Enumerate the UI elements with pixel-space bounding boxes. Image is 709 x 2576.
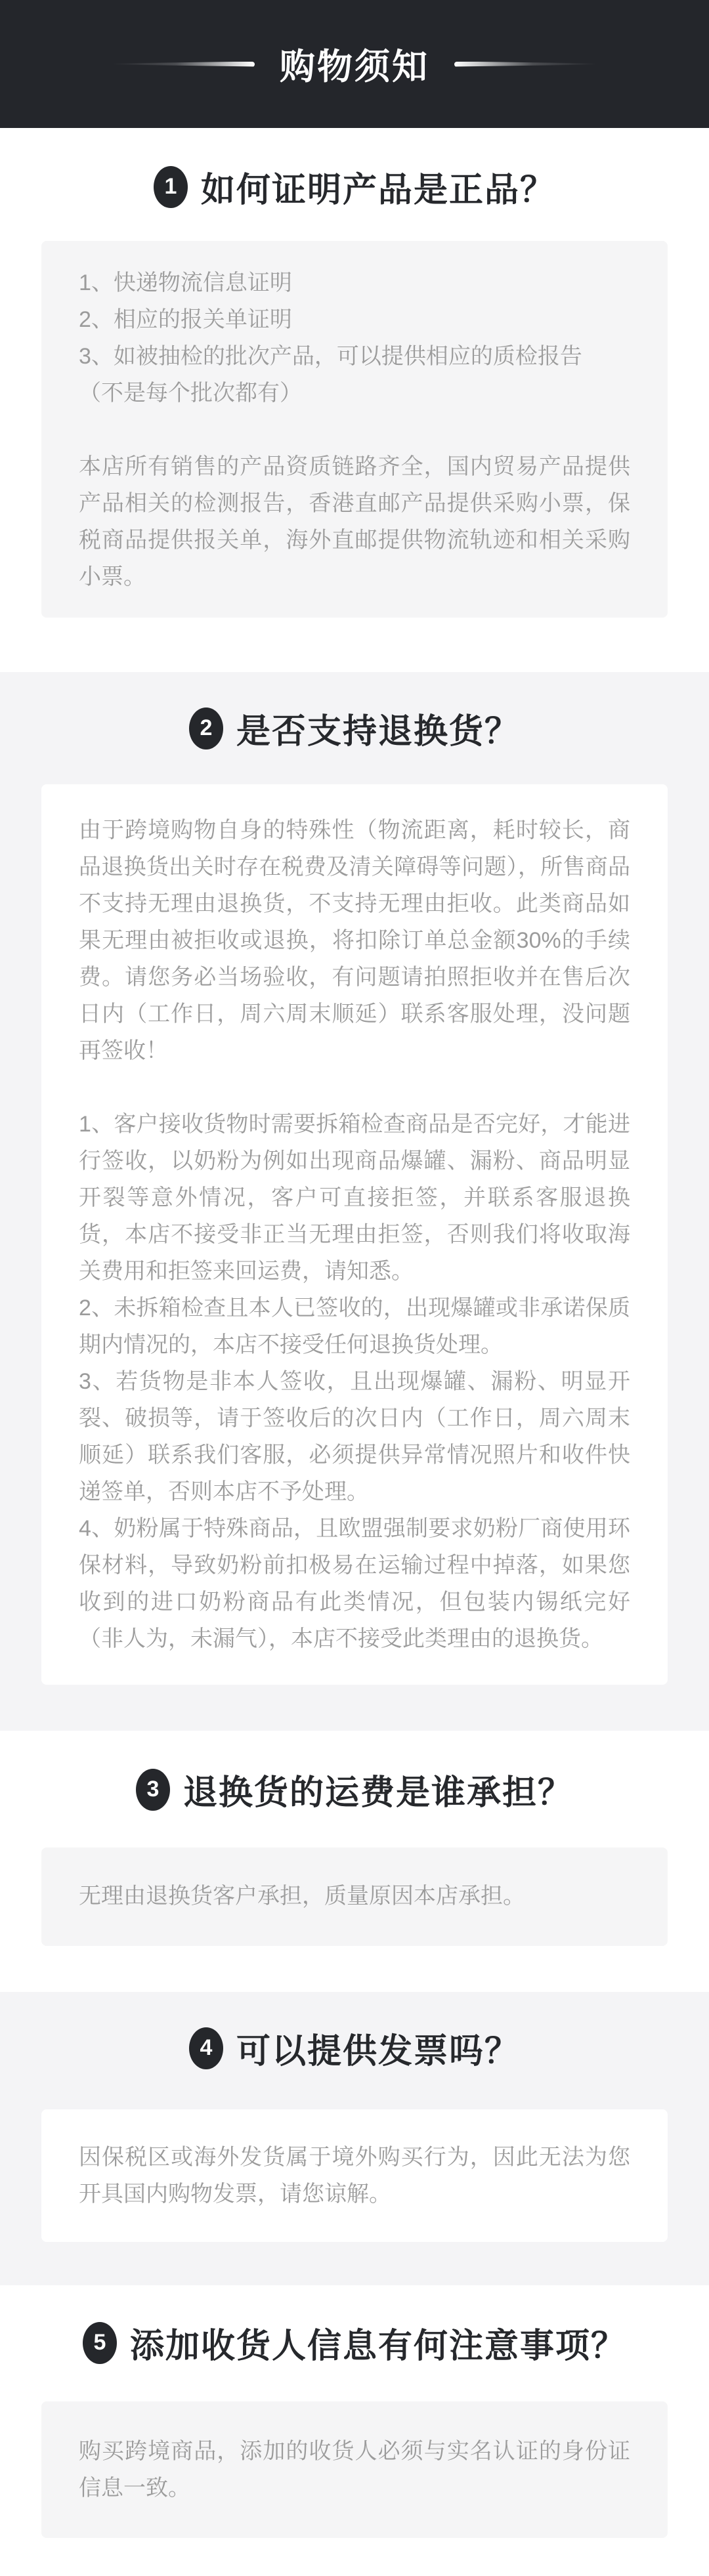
paragraph-text: 由于跨境购物自身的特殊性（物流距离，耗时较长，商品退换货出关时存在税费及清关障碍等问题），所售商品不支持无理由退换货，不支持无理由拒收。此类商品如果无理由被拒收或退换，将扣除订单总金额30%的手续费。请您务必当场验收，有问题请拍照拒收并在售后次日内（工作日，周六周末顺延）联系客服处理，没问题再签收！	[79, 818, 630, 1063]
section-heading	[0, 1765, 709, 1814]
paragraph-text: 2、相应的报关单证明	[79, 307, 292, 332]
section-authenticity-proof	[0, 128, 709, 672]
paragraph-text: 1、快递物流信息证明	[79, 270, 292, 295]
section-number: 2	[200, 715, 213, 740]
header-banner	[0, 0, 709, 128]
section-invoice	[0, 1992, 709, 2285]
section-heading	[0, 704, 709, 753]
section-title: 退换货的运费是谁承担？	[183, 1774, 573, 1812]
number-badge-icon	[189, 2027, 223, 2069]
paragraph-text: 因保税区或海外发货属于境外购买行为，因此无法为您开具国内购物发票，请您谅解。	[79, 2145, 630, 2206]
content-box	[41, 241, 668, 618]
number-badge-icon	[189, 707, 223, 750]
section-title: 如何证明产品是正品？	[200, 171, 555, 209]
paragraph-text: 无理由退换货客户承担，质量原因本店承担。	[79, 1884, 525, 1909]
page-title: 购物须知	[280, 47, 429, 87]
content-box	[41, 784, 668, 1685]
section-heading	[0, 2318, 709, 2367]
section-return-policy	[0, 672, 709, 1731]
number-badge-icon	[154, 166, 188, 208]
section-title: 是否支持退换货？	[236, 713, 520, 751]
decorative-line-left-icon	[112, 62, 255, 67]
section-heading	[0, 2023, 709, 2073]
decorative-line-right-icon	[454, 62, 597, 67]
section-number: 4	[200, 2035, 213, 2060]
section-number: 5	[93, 2330, 106, 2355]
paragraph-text: 本店所有销售的产品资质链路齐全，国内贸易产品提供产品相关的检测报告，香港直邮产品提供采购小票，保税商品提供报关单，海外直邮提供物流轨迹和相关采购小票。	[79, 454, 630, 589]
paragraph-text: 4、奶粉属于特殊商品，且欧盟强制要求奶粉厂商使用环保材料，导致奶粉前扣极易在运输过程中掉落，如果您收到的进口奶粉商品有此类情况，但包装内锡纸完好（非人为，未漏气），本店不接受此类理由的退换货。	[79, 1516, 630, 1651]
paragraph-spacer	[79, 1069, 630, 1106]
section-title: 添加收货人信息有何注意事项？	[129, 2327, 626, 2365]
paragraph-text: 3、若货物是非本人签收，且出现爆罐、漏粉、明显开裂、破损等，请于签收后的次日内（工作日，周六周末顺延）联系我们客服，必须提供异常情况照片和收件快递签单，否则本店不予处理。	[79, 1369, 630, 1504]
section-return-shipping-fee	[0, 1731, 709, 1992]
section-number: 3	[146, 1777, 160, 1802]
content-box	[41, 2109, 668, 2242]
section-number: 1	[164, 174, 177, 199]
section-recipient-info	[0, 2285, 709, 2576]
section-heading	[0, 162, 709, 211]
paragraph-text: 3、如被抽检的批次产品，可以提供相应的质检报告	[79, 344, 582, 369]
paragraph-text: 购买跨境商品，添加的收货人必须与实名认证的身份证信息一致。	[79, 2439, 630, 2501]
section-title: 可以提供发票吗？	[236, 2033, 520, 2071]
content-box	[41, 2401, 668, 2538]
content-box	[41, 1848, 668, 1946]
paragraph-spacer	[79, 412, 630, 448]
number-badge-icon	[136, 1769, 170, 1811]
paragraph-text: 1、客户接收货物时需要拆箱检查商品是否完好，才能进行签收，以奶粉为例如出现商品爆罐、漏粉、商品明显开裂等意外情况，客户可直接拒签，并联系客服退换货，本店不接受非正当无理由拒签，否则我们将收取海关费用和拒签来回运费，请知悉。	[79, 1112, 630, 1284]
paragraph-text: 2、未拆箱检查且本人已签收的，出现爆罐或非承诺保质期内情况的，本店不接受任何退换货处理。	[79, 1296, 630, 1357]
number-badge-icon	[83, 2322, 117, 2364]
paragraph-text: （不是每个批次都有）	[79, 381, 302, 406]
